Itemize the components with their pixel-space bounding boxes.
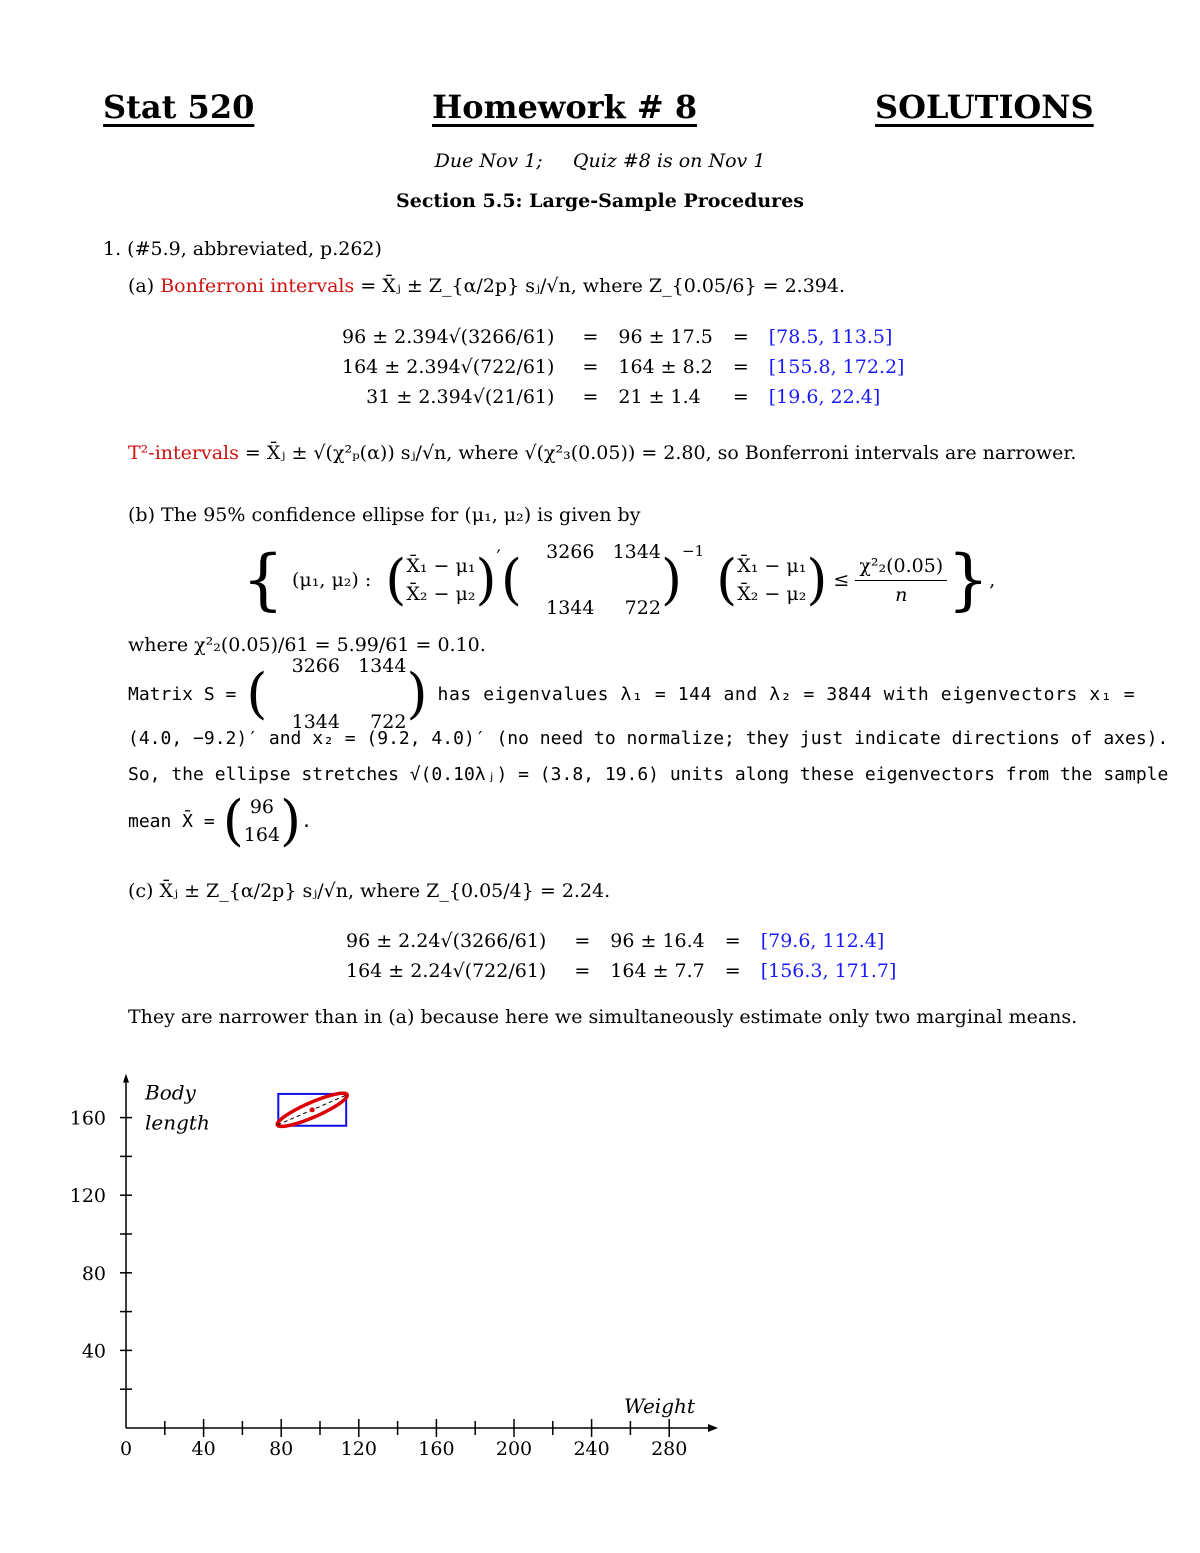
x-tick-label: 160 [418,1438,455,1460]
conclusion: They are narrower than in (a) because here we simultaneously estimate only two marginal means. [128,1006,1078,1028]
ellipse-set-formula [242,540,995,620]
row-mid: 164 ± 7.7 [610,960,705,982]
bonferroni-formula: = X̄ⱼ ± Z_{α/2p} sⱼ/√n, where Z_{0.05/6} = 2.394. [360,275,846,297]
course-title: Stat 520 [103,88,255,126]
row-mid: 96 ± 17.5 [618,326,713,348]
matrix-line [128,655,1136,733]
x-axis-arrow [708,1424,718,1432]
part-c-table [340,926,902,986]
paren: ( [246,662,268,725]
vector-bottom: X̄₂ − μ₂ [737,583,807,605]
due-line: Due Nov 1; Quiz #8 is on Nov 1 [434,150,766,172]
transpose-mark: ′ [496,546,501,568]
row-interval: [156.3, 171.7] [760,960,897,982]
y-axis-arrow [123,1074,129,1083]
paren: ( [500,548,522,611]
part-a-label: (a) [128,275,155,297]
row-interval: [79.6, 112.4] [760,930,885,952]
equals: = [732,326,749,348]
mean-vector [244,793,280,849]
y-axis-label: Body [145,1080,196,1105]
table-row [336,382,910,412]
mean-diff-vector [737,552,806,608]
table-row [336,322,910,352]
sample-mean-point [310,1107,315,1112]
x-axis-label: Weight [624,1394,695,1418]
x-tick-label: 280 [651,1438,688,1460]
paren: ) [660,548,683,611]
mean-top: 96 [249,796,274,818]
set-prefix: (μ₁, μ₂) : [292,569,372,591]
equals: = [732,356,749,378]
equals: = [724,930,741,952]
mean-diff-vector [406,552,475,608]
part-b-intro: (b) The 95% confidence ellipse for (μ₁, μ₂) is given by [128,504,641,526]
equals: = [582,326,599,348]
matrix-line-pre: Matrix S = [128,683,237,705]
paren: ( [222,789,244,852]
x-tick-label: 120 [340,1438,377,1460]
equals: = [582,356,599,378]
t2-line [128,442,1076,464]
mean-bottom: 164 [243,824,281,846]
vector-bottom: X̄₂ − μ₂ [406,583,476,605]
paren: ) [406,662,428,725]
x-tick-label: 40 [191,1438,216,1460]
part-c-formula: (c) X̄ⱼ ± Z_{α/2p} sⱼ/√n, where Z_{0.05/4} = 2.24. [128,880,611,902]
fraction-denominator: n [895,583,908,606]
mean-pre: mean X̄ = [128,810,215,832]
covariance-matrix [522,510,661,650]
row-interval: [19.6, 22.4] [768,386,881,408]
inverse-mark: −1 [682,542,705,560]
mean-line [128,790,312,852]
matrix-row: 3266 1344 [546,541,661,563]
y-tick-label: 120 [69,1185,106,1208]
y-tick-label: 160 [69,1107,106,1130]
vector-top: X̄₁ − μ₁ [737,555,807,577]
x-tick-label: 0 [119,1438,133,1460]
rhs-fraction [855,552,947,609]
y-axis-label: length [145,1110,210,1135]
x-tick-label: 200 [495,1438,533,1460]
eigenvector-line: (4.0, −9.2)′ and x₂ = (9.2, 4.0)′ (no need to normalize; they just indicate directions of axes). [128,728,1169,749]
y-tick-label: 80 [81,1262,106,1285]
x-tick-label: 240 [573,1438,610,1460]
matrix-line-post: has eigenvalues λ₁ = 144 and λ₂ = 3844 with eigenvectors x₁ = [437,683,1136,705]
paren: ( [385,548,407,611]
row-mid: 21 ± 1.4 [618,386,701,408]
leq: ≤ [833,569,850,591]
t2-text: = X̄ⱼ ± √(χ²ₚ(α)) sⱼ/√n, where √(χ²₃(0.05)) = 2.80, so Bonferroni intervals are narrower. [244,442,1077,464]
row-lhs: 164 ± 2.394√(722/61) [342,356,555,378]
paren: ) [475,548,497,611]
matrix-row: 1344 722 [291,711,407,733]
part-a-line [128,275,845,297]
row-lhs: 164 ± 2.24√(722/61) [346,960,547,982]
problem-heading: 1. (#5.9, abbreviated, p.262) [103,238,382,260]
equals: = [582,386,599,408]
paren: ( [716,548,738,611]
vector-top: X̄₁ − μ₁ [406,555,476,577]
y-tick-label: 40 [81,1340,106,1363]
x-tick-label: 80 [269,1438,294,1460]
period: . [301,810,312,832]
homework-title: Homework # 8 [432,88,698,126]
equals: = [732,386,749,408]
row-mid: 164 ± 8.2 [618,356,713,378]
right-brace: } [947,541,990,618]
table-row [336,352,910,382]
equals: = [574,930,591,952]
row-lhs: 31 ± 2.394√(21/61) [366,386,555,408]
bonferroni-term: Bonferroni intervals [160,275,355,297]
solutions-title: SOLUTIONS [875,88,1094,126]
section-heading: Section 5.5: Large-Sample Procedures [396,190,804,212]
table-row [340,926,902,956]
matrix-row: 3266 1344 [291,655,407,677]
confidence-region-chart [0,1033,1200,1553]
row-interval: [155.8, 172.2] [768,356,905,378]
paren: ) [280,789,302,852]
equals: = [724,960,741,982]
table-row [340,956,902,986]
row-lhs: 96 ± 2.394√(3266/61) [342,326,555,348]
left-brace: { [242,541,284,618]
t2-term: T²-intervals [128,442,239,464]
paren: ) [806,548,828,611]
row-lhs: 96 ± 2.24√(3266/61) [346,930,547,952]
fraction-numerator: χ²₂(0.05) [855,552,947,581]
where-chi: where χ²₂(0.05)/61 = 5.99/61 = 0.10. [128,634,486,656]
matrix-row: 1344 722 [546,597,661,619]
comma: , [989,569,996,591]
row-interval: [78.5, 113.5] [768,326,893,348]
bonferroni-table [336,322,910,412]
row-mid: 96 ± 16.4 [610,930,705,952]
equals: = [574,960,591,982]
stretch-line: So, the ellipse stretches √(0.10λⱼ) = (3.8, 19.6) units along these eigenvectors from the sample [128,764,1169,785]
